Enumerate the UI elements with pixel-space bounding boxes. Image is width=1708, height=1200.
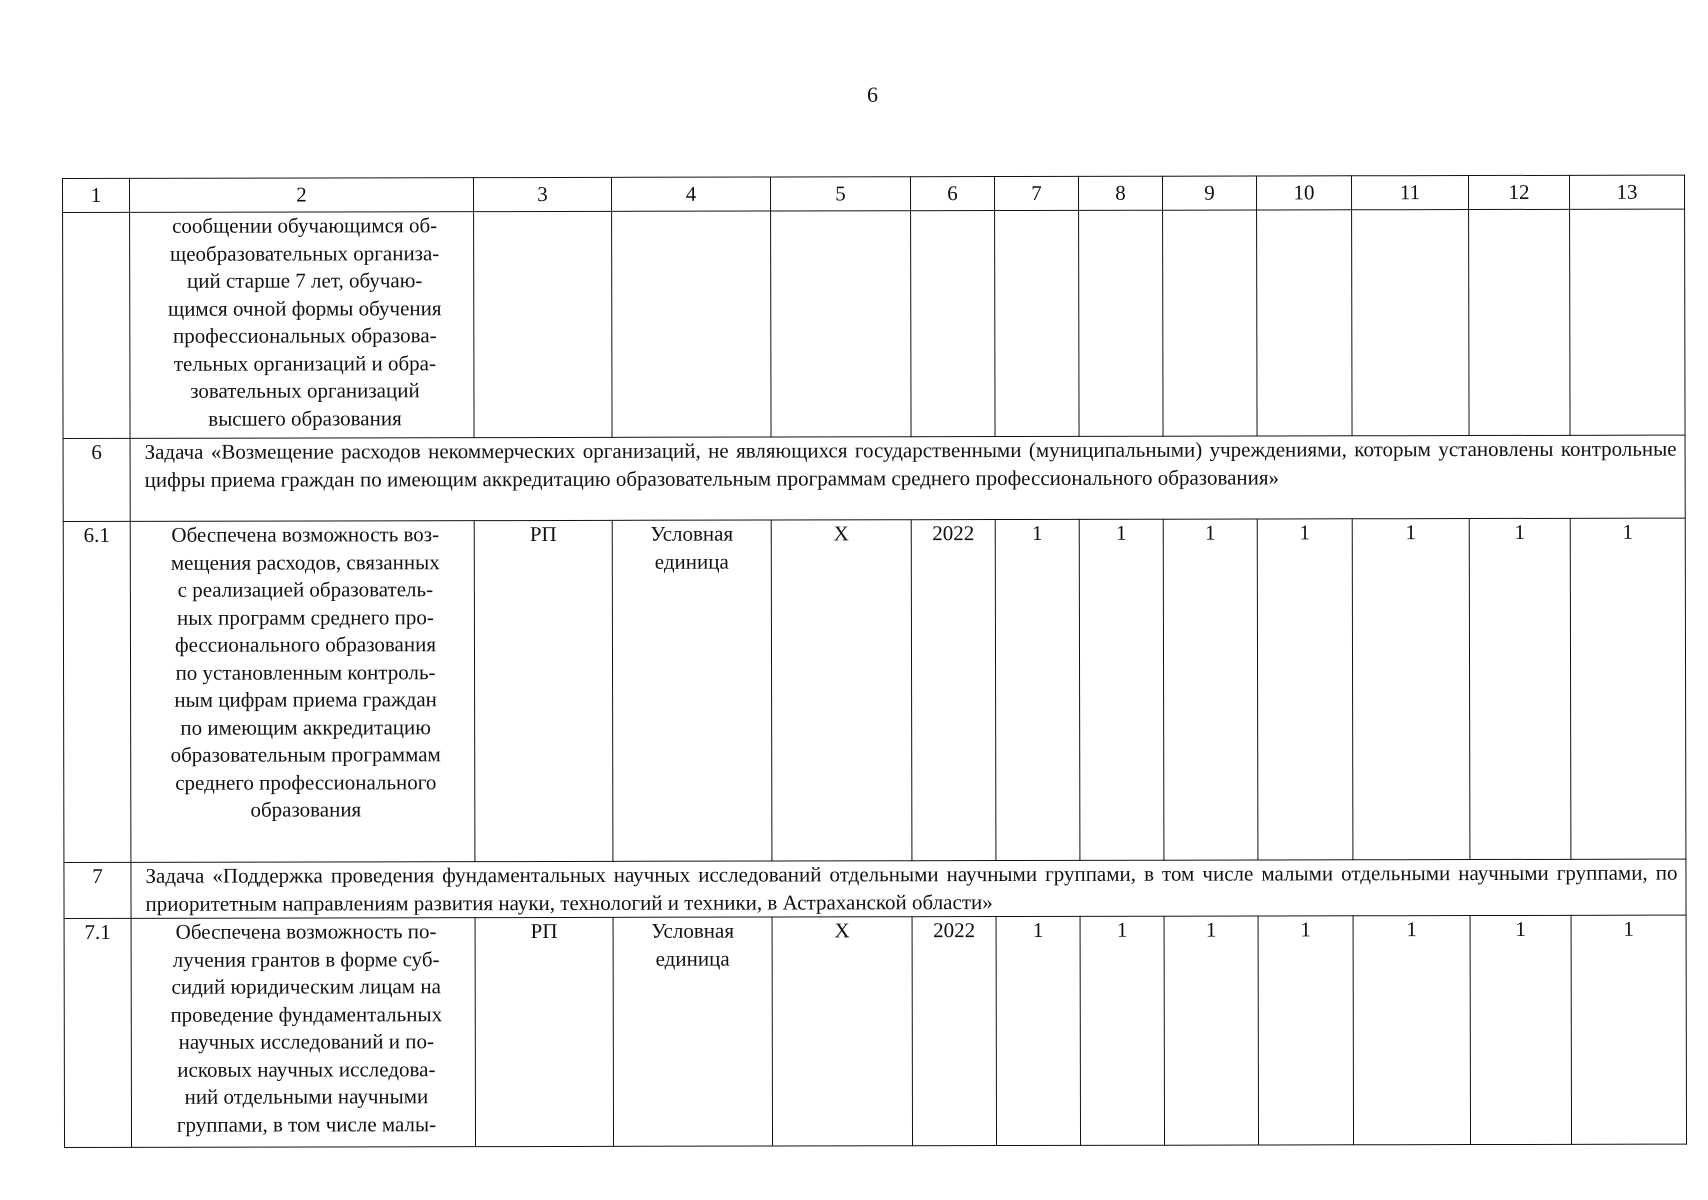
description-line: ний отдельными научными: [184, 1084, 429, 1109]
value-cell: 1: [1353, 916, 1470, 1145]
description-line: мещения расходов, связанных: [170, 549, 440, 575]
description-cell: [130, 212, 474, 439]
description-line: щимся очной формы обучения: [167, 295, 442, 321]
page-number: 6: [867, 82, 878, 107]
description-line: образовательным программам: [170, 742, 441, 767]
empty-cell: [1570, 209, 1685, 435]
column-header: 3: [474, 177, 612, 211]
description-line: с реализацией образователь-: [177, 577, 434, 602]
table-row-continued: [63, 209, 1685, 438]
indicators-table: [62, 175, 1687, 1148]
unit-cell: Условная единица: [613, 917, 772, 1146]
table-row-6-1: [63, 518, 1686, 862]
description-line: научных исследований и по-: [178, 1029, 435, 1054]
empty-cell: [911, 211, 995, 437]
task-row-6: [63, 435, 1685, 521]
base-value-cell: X: [771, 520, 912, 861]
description-line: Обеспечена возможность воз-: [171, 522, 440, 547]
row-number-cell: 7.1: [64, 918, 131, 1147]
column-header: 5: [770, 177, 910, 211]
base-value-cell: X: [772, 917, 912, 1146]
empty-cell: [1079, 210, 1163, 436]
value-cell: 1: [996, 916, 1080, 1145]
description-line: сидий юридическим лицам на: [171, 974, 441, 999]
column-header: 8: [1078, 176, 1162, 210]
description-line: по имеющим аккредитацию: [180, 714, 431, 740]
value-cell: 1: [1164, 916, 1258, 1145]
empty-cell: [995, 210, 1079, 436]
description-line: проведение фундаментальных: [170, 1001, 443, 1027]
column-header: 7: [994, 176, 1078, 210]
description-line: по установленным контроль-: [175, 659, 436, 685]
value-cell: 1: [1163, 519, 1258, 860]
column-header: 11: [1351, 176, 1468, 210]
empty-cell: [1469, 209, 1570, 435]
description-line: профессиональных образова-: [172, 323, 437, 348]
empty-cell: [771, 211, 911, 437]
table-header-row: [63, 175, 1685, 212]
column-header: 12: [1468, 175, 1569, 209]
empty-cell: [1352, 210, 1469, 436]
description-line: группами, в том числе малы-: [176, 1111, 437, 1137]
description-line: щеобразовательных организа-: [169, 240, 440, 266]
year-cell: 2022: [911, 520, 996, 861]
year-cell: 2022: [912, 917, 996, 1146]
description-line: зовательных организаций: [190, 378, 420, 403]
value-cell: 1: [1258, 916, 1353, 1145]
empty-cell: [1163, 210, 1257, 436]
description-line: ным цифрам приема граждан: [174, 687, 437, 712]
source-cell: РП: [475, 917, 613, 1146]
description-line: Обеспечена возможность по-: [175, 919, 437, 944]
value-cell: 1: [995, 519, 1080, 860]
column-header: 10: [1256, 176, 1351, 210]
description-line: тельных организаций и обра-: [173, 350, 436, 376]
row-number-cell: 6: [63, 438, 130, 521]
description-line: ных программ среднего про-: [177, 604, 434, 630]
description-line: сообщении обучающимся об-: [172, 213, 438, 238]
column-header: 1: [63, 178, 130, 212]
description-line: лучения грантов в форме суб-: [172, 946, 440, 972]
column-header: 9: [1162, 176, 1256, 210]
description-line: исковых научных исследова-: [177, 1056, 436, 1082]
task-row-7: [64, 859, 1686, 918]
value-cell: 1: [1469, 518, 1571, 859]
description-line: высшего образования: [208, 405, 402, 431]
value-cell: 1: [1080, 916, 1164, 1145]
row-number-cell: [63, 212, 130, 438]
column-header: 4: [611, 177, 770, 211]
column-header: 6: [910, 177, 994, 211]
description-cell: [130, 521, 475, 863]
task-text-cell: Задача «Возмещение расходов некоммерческих организаций, не являющихся государственными (муниципальными) учреждениями, которым установлены контрольные цифры приема граждан по имеющим аккредитацию образовательным программам среднего профессионального образования»: [130, 435, 1685, 521]
empty-cell: [1257, 210, 1352, 436]
value-cell: 1: [1079, 519, 1164, 860]
description-cell: [131, 918, 475, 1148]
value-cell: 1: [1257, 519, 1353, 860]
value-cell: 1: [1570, 518, 1686, 859]
value-cell: 1: [1352, 519, 1470, 860]
description-line: ций старше 7 лет, обучаю-: [186, 268, 423, 293]
task-text-cell: Задача «Поддержка проведения фундаментальных научных исследований отдельными научными группами, в том числе малыми отдельными научными группами, по приоритетным направлениям развития науки, технологий и техники, в Астраханской области»: [131, 859, 1686, 918]
source-cell: РП: [474, 520, 613, 861]
row-number-cell: 6.1: [63, 521, 131, 862]
value-cell: 1: [1470, 915, 1571, 1144]
row-number-cell: 7: [64, 862, 131, 918]
unit-cell: Условная единица: [612, 520, 772, 861]
description-line: среднего профессионального: [175, 769, 437, 795]
value-cell: 1: [1571, 915, 1686, 1144]
column-header: 13: [1569, 175, 1684, 209]
column-header: 2: [130, 178, 474, 213]
empty-cell: [612, 211, 771, 437]
description-line: образования: [250, 797, 362, 822]
description-line: фессионального образования: [174, 632, 436, 657]
empty-cell: [474, 211, 612, 437]
table-row-7-1: [64, 915, 1686, 1147]
